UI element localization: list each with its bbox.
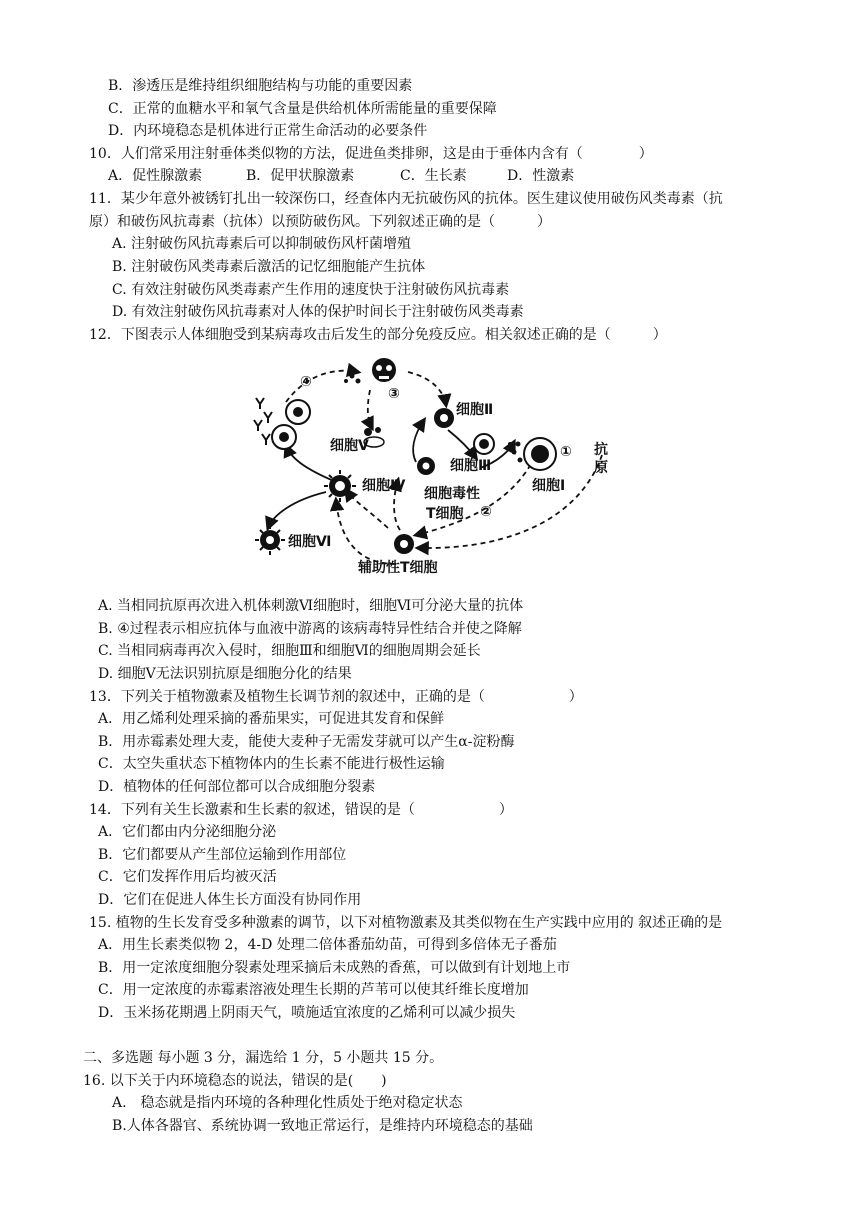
q15-option-d: D．玉米扬花期遇上阴雨天气，喷施适宜浓度的乙烯利可以减少损失	[98, 1005, 516, 1021]
q15-option-b: B．用一定浓度细胞分裂素处理采摘后未成熟的香蕉，可以做到有计划地上市	[98, 960, 571, 976]
cell4-to-cell5-arrow	[286, 446, 336, 482]
q11-option-a: A. 注射破伤风抗毒素后可以抑制破伤风杆菌增殖	[112, 236, 412, 252]
q9-option-d: D．内环境稳态是机体进行正常生命活动的必要条件	[108, 123, 428, 139]
ctl-to-cell2-arrow	[413, 420, 424, 462]
q10-stem: 10．人们常采用注射垂体类似物的方法，促进鱼类排卵，这是由于垂体内含有（ ）	[89, 146, 653, 162]
immune-response-diagram	[248, 350, 628, 582]
cell-3-label: 细胞Ⅲ	[450, 458, 492, 474]
helper-t-label: 辅助性T细胞	[358, 560, 438, 576]
q12-option-a: A. 当相同抗原再次进入机体刺激Ⅵ细胞时，细胞Ⅵ可分泌大量的抗体	[98, 598, 524, 614]
virus-to-cell2-arrow	[408, 372, 446, 405]
q15-stem: 15. 植物的生长发育受多种激素的调节，以下对植物激素及其类似物在生产实践中应用的 叙述正确的是	[89, 915, 723, 931]
plasma-cell-icon	[286, 400, 310, 424]
q11-option-d: D. 有效注射破伤风抗毒素对人体的保护时间长于注射破伤风类毒素	[112, 304, 524, 320]
q12-stem: 12．下图表示人体细胞受到某病毒攻击后发生的部分免疫反应。相关叙述正确的是（ ）	[89, 327, 667, 343]
cell-1-label: 细胞Ⅰ	[532, 478, 566, 494]
q11-option-b: B. 注射破伤风类毒素后激活的记忆细胞能产生抗体	[112, 259, 426, 275]
q11-stem-line2: 原）和破伤风抗毒素（抗体）以预防破伤风。下列叙述正确的是（ ）	[89, 214, 551, 230]
cell2-to-cell3-arrow	[448, 430, 476, 458]
q14-option-a: A．它们都由内分泌细胞分泌	[98, 824, 277, 840]
q10-option-a: A．促性腺激素	[108, 168, 203, 184]
q16-option-a: A. 稳态就是指内环境的各种理化性质处于绝对稳定状态	[112, 1095, 463, 1111]
antigen-label-1: 抗	[594, 442, 608, 458]
q11-option-c: C. 有效注射破伤风类毒素产生作用的速度快于注射破伤风抗毒素	[112, 282, 510, 298]
q9-option-c: C．正常的血糖水平和氧气含量是供给机体所需能量的重要保障	[108, 101, 497, 117]
q10-option-c: C．生长素	[400, 168, 467, 184]
helper-to-cell4-arrow	[346, 490, 388, 528]
q14-option-c: C．它们发挥作用后均被灭活	[98, 869, 277, 885]
antibody-icons	[254, 398, 272, 445]
cell-6-label: 细胞Ⅵ	[288, 534, 332, 550]
q13-option-d: D．植物体的任何部位都可以合成细胞分裂素	[98, 779, 376, 795]
cytotoxic-t-cell-icon	[417, 457, 435, 475]
q13-stem: 13．下列关于植物激素及植物生长调节剂的叙述中，正确的是（ ）	[89, 689, 583, 705]
cell-6-icon	[255, 525, 285, 555]
helper-t-cell-icon	[394, 534, 414, 554]
q14-option-d: D．它们在促进人体生长方面没有协同作用	[98, 892, 362, 908]
antigen-label-2: 原	[594, 460, 608, 476]
q14-option-b: B．它们都要从产生部位运输到作用部位	[98, 847, 347, 863]
q14-stem: 14．下列有关生长激素和生长素的叙述，错误的是（ ）	[89, 802, 513, 818]
process-4-arrow	[286, 371, 358, 402]
cell-2-icon	[434, 408, 454, 428]
q10-option-b: B．促甲状腺激素	[246, 168, 355, 184]
q10-option-d: D．性激素	[507, 168, 575, 184]
cell-4-label: 细胞Ⅳ	[362, 478, 406, 494]
q12-option-c: C. 当相同病毒再次入侵时，细胞Ⅲ和细胞Ⅵ的细胞周期会延长	[98, 643, 481, 659]
q12-option-d: D. 细胞Ⅴ无法识别抗原是细胞分化的结果	[98, 666, 352, 682]
q13-option-c: C．太空失重状态下植物体内的生长素不能进行极性运输	[98, 756, 445, 772]
q12-option-b: B. ④过程表示相应抗体与血液中游离的该病毒特异性结合并使之降解	[98, 621, 522, 637]
cytotoxic-label-2: T细胞	[426, 506, 464, 522]
process-2-label: ②	[480, 504, 492, 520]
cytotoxic-label-1: 细胞毒性	[424, 486, 480, 502]
cell-1-icon	[508, 438, 556, 470]
process-3-label: ③	[388, 386, 400, 402]
cell-3-icon	[474, 434, 494, 454]
q11-stem-line1: 11．某少年意外被锈钉扎出一较深伤口，经查体内无抗破伤风的抗体。医生建议使用破伤风类毒素（抗	[89, 191, 723, 207]
process-4-label: ④	[300, 374, 312, 390]
cell-5-icon	[272, 425, 296, 449]
section-2-title: 二、多选题 每小题 3 分，漏选给 1 分，5 小题共 15 分。	[83, 1050, 444, 1066]
process-3-arrow	[368, 390, 372, 428]
q16-stem: 16. 以下关于内环境稳态的说法，错误的是( )	[83, 1073, 387, 1089]
process-1-label: ①	[560, 444, 572, 460]
q9-option-b: B．渗透压是维持组织细胞结构与功能的重要因素	[108, 78, 413, 94]
cell-2-label: 细胞Ⅱ	[456, 402, 494, 418]
q13-option-b: B．用赤霉素处理大麦，能使大麦种子无需发芽就可以产生α-淀粉酶	[98, 734, 515, 750]
q13-option-a: A．用乙烯利处理采摘的番茄果实，可促进其发育和保鲜	[98, 711, 445, 727]
q15-option-c: C．用一定浓度的赤霉素溶液处理生长期的芦苇可以使其纤维长度增加	[98, 982, 529, 998]
cell4-to-cell6-arrow	[268, 492, 326, 528]
cell-5-label: 细胞Ⅴ	[330, 438, 369, 454]
q15-option-a: A．用生长素类似物 2，4-D 处理二倍体番茄幼苗，可得到多倍体无子番茄	[98, 937, 557, 953]
q16-option-b: B.人体各器官、系统协调一致地正常运行，是维持内环境稳态的基础	[112, 1118, 533, 1134]
